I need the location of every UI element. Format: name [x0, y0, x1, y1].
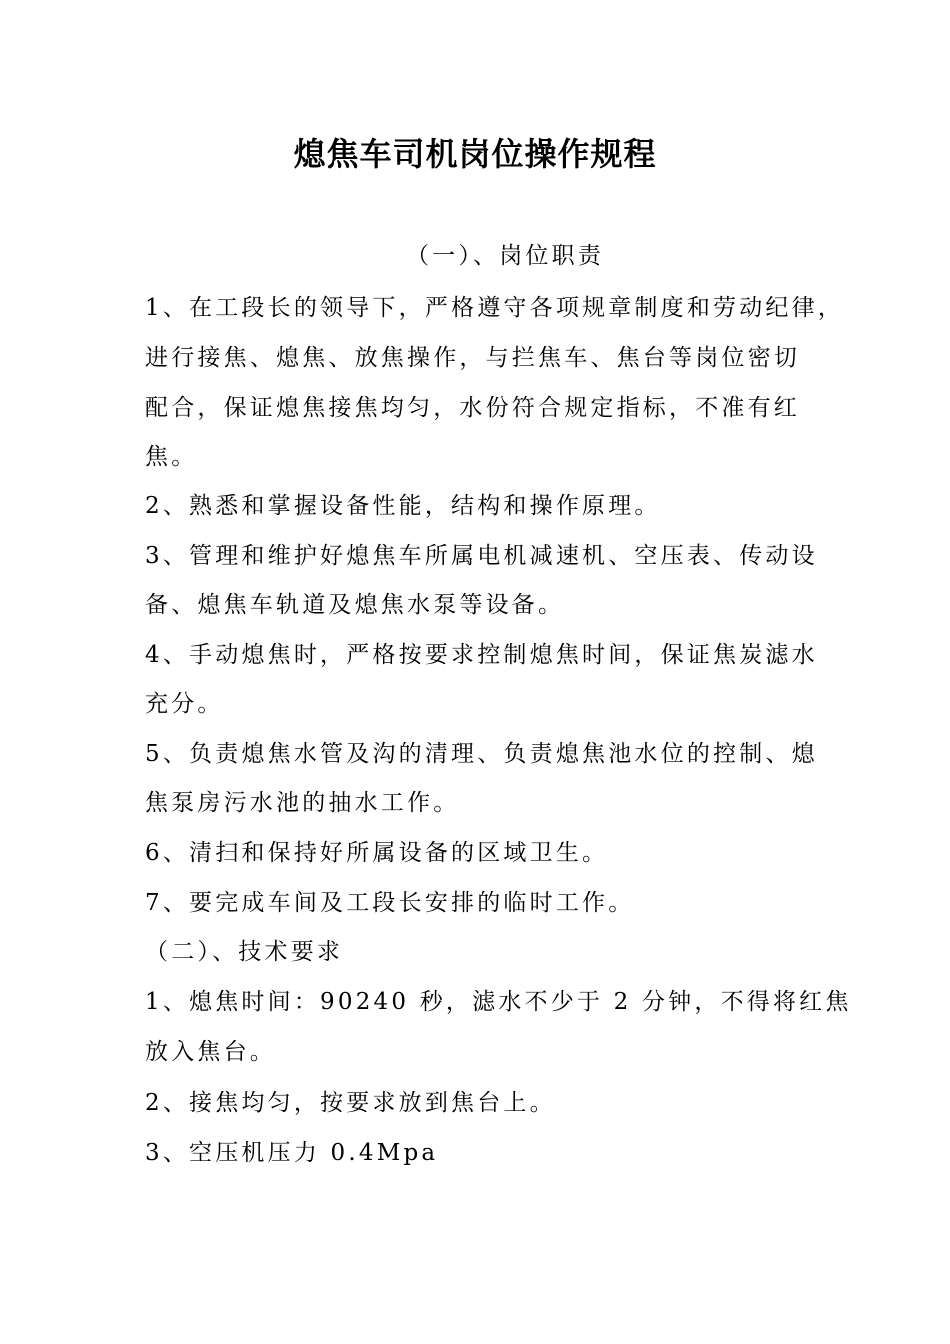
paragraph-line: 备、熄焦车轨道及熄焦水泵等设备。 — [145, 592, 565, 618]
paragraph-line: 7、要完成车间及工段长安排的临时工作。 — [145, 890, 635, 916]
page-title: 熄焦车司机岗位操作规程 — [293, 135, 657, 173]
paragraph-line: 5、负责熄焦水管及沟的清理、负责熄焦池水位的控制、熄 — [145, 741, 818, 767]
paragraph-line: 焦泵房污水池的抽水工作。 — [145, 790, 460, 816]
paragraph-line: 配合，保证熄焦接焦均匀，水份符合规定指标，不准有红 — [145, 395, 800, 421]
paragraph-line: 充分。 — [145, 691, 224, 717]
section-heading-technical: （二）、技术要求 — [145, 939, 344, 965]
paragraph-line: 放入焦台。 — [145, 1039, 276, 1065]
paragraph-line: 焦。 — [145, 444, 198, 470]
paragraph-line: 2、熟悉和掌握设备性能，结构和操作原理。 — [145, 493, 661, 519]
paragraph-line: 进行接焦、熄焦、放焦操作，与拦焦车、焦台等岗位密切 — [145, 345, 800, 371]
paragraph-line: 1、熄焦时间：90240 秒，滤水不少于 2 分钟，不得将红焦 — [145, 989, 852, 1015]
paragraph-line: 3、空压机压力 0.4Mpa — [145, 1140, 439, 1166]
paragraph-line: 6、清扫和保持好所属设备的区域卫生。 — [145, 840, 609, 866]
paragraph-line: 1、在工段长的领导下，严格遵守各项规章制度和劳动纪律， — [145, 295, 845, 321]
paragraph-line: 2、接焦均匀，按要求放到焦台上。 — [145, 1090, 556, 1116]
section-heading-duties: （一）、岗位职责 — [405, 243, 605, 269]
paragraph-line: 3、管理和维护好熄焦车所属电机减速机、空压表、传动设 — [145, 543, 818, 569]
paragraph-line: 4、手动熄焦时，严格按要求控制熄焦时间，保证焦炭滤水 — [145, 642, 818, 668]
